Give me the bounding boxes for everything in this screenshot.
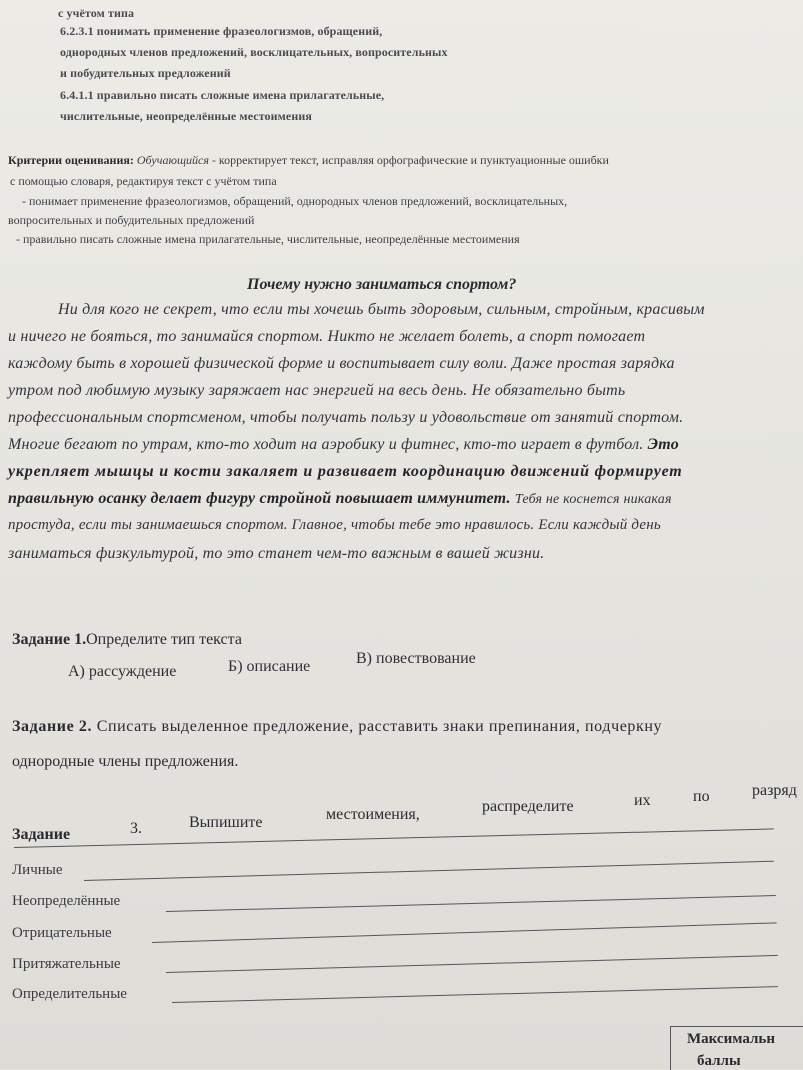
- category-negative: Отрицательные: [12, 925, 112, 941]
- max-score-header: Максимальн: [687, 1031, 775, 1047]
- criteria-line-3: - понимает применение фразеологизмов, обращений, однородных членов предложений, восклицательных,: [22, 194, 568, 208]
- text-line-9: простуда, если ты занимаешься спортом. Главное, чтобы тебе это нравилось. Если каждый день: [8, 517, 661, 533]
- task3-word-2: местоимения,: [326, 806, 420, 823]
- text-line-5: профессиональным спортсменом, чтобы получать пользу и удовольствие от занятий спортом.: [8, 409, 684, 426]
- answer-line-indefinite[interactable]: [166, 895, 776, 912]
- criteria-student: Обучающийся: [136, 153, 209, 167]
- text-line-3: каждому быть в хорошей физической форме и воспитывает силу воли. Даже простая зарядка: [8, 355, 675, 372]
- task3-word-6: разряд: [752, 782, 797, 799]
- score-table-corner: [670, 1026, 803, 1070]
- highlighted-sentence-line-1: укрепляет мышцы и кости закаляет и развивает координацию движений формирует: [8, 463, 683, 480]
- task1-label: Задание 1.: [12, 631, 87, 648]
- text-line-6-b: Это: [647, 436, 679, 453]
- task2-label: Задание 2.: [12, 718, 93, 735]
- task3-word-3: распределите: [482, 798, 574, 815]
- highlighted-sentence-line-2: правильную осанку делает фигуру стройной повышает иммунитет.: [8, 490, 511, 507]
- task2-line-2: однородные члены предложения.: [12, 753, 239, 770]
- score-header: баллы: [697, 1053, 741, 1069]
- answer-line-negative[interactable]: [152, 922, 777, 943]
- task1-option-c: В) повествование: [356, 650, 476, 667]
- criteria-line-4: вопросительных и побудительных предложений: [8, 213, 255, 227]
- answer-line-personal[interactable]: [84, 861, 774, 881]
- task3-word-5: по: [693, 788, 710, 805]
- answer-line-0: [14, 828, 774, 848]
- task3-word-4: их: [634, 792, 651, 809]
- objective-line-3: и побудительных предложений: [60, 66, 231, 80]
- text-line-6-a: Многие бегают по утрам, кто-то ходит на аэробику и фитнес, кто-то играет в футбол.: [8, 436, 644, 453]
- task2-text: Списать выделенное предложение, расставить знаки препинания, подчеркну: [96, 718, 663, 735]
- answer-line-determinative[interactable]: [172, 986, 778, 1003]
- text-line-8-b: Тебя не коснется никакая: [514, 492, 672, 507]
- objective-line-0: с учётом типа: [58, 6, 135, 20]
- text-title: Почему нужно заниматься спортом?: [247, 276, 517, 293]
- objective-line-2: однородных членов предложений, восклицательных, вопросительных: [60, 45, 448, 59]
- answer-line-possessive[interactable]: [166, 955, 778, 973]
- criteria-line-5: - правильно писать сложные имена прилагательные, числительные, неопределённые местоимения: [16, 232, 520, 246]
- text-line-8: [8, 490, 672, 508]
- category-indefinite: Неопределённые: [12, 893, 121, 909]
- category-possessive: Притяжательные: [12, 956, 121, 972]
- objective-line-5: числительные, неопределённые местоимения: [60, 109, 312, 123]
- task1-option-b: Б) описание: [228, 658, 311, 675]
- text-line-10: заниматься физкультурой, то это станет чем-то важным в вашей жизни.: [8, 545, 545, 562]
- task2-heading: [12, 718, 662, 736]
- criteria-line-2: с помощью словаря, редактируя текст с учётом типа: [10, 174, 277, 188]
- criteria-label: Критерии оценивания:: [8, 153, 134, 167]
- task3-label: Задание: [12, 826, 71, 843]
- task1-option-a: А) рассуждение: [68, 663, 177, 680]
- objective-line-1: 6.2.3.1 понимать применение фразеологизмов, обращений,: [60, 24, 383, 38]
- text-line-6: [8, 436, 679, 454]
- task1-heading: [12, 631, 242, 649]
- task3-number: 3.: [130, 820, 142, 837]
- text-line-4: утром под любимую музыку заряжает нас энергией на весь день. Не обязательно быть: [8, 382, 626, 399]
- task3-word-1: Выпишите: [189, 814, 263, 831]
- category-determinative: Определительные: [12, 986, 127, 1002]
- text-line-1: Ни для кого не секрет, что если ты хочешь быть здоровым, сильным, стройным, красивым: [58, 301, 705, 318]
- criteria-line-1-rest: - корректирует текст, исправляя орфографические и пунктуационные ошибки: [211, 153, 609, 167]
- objective-line-4: 6.4.1.1 правильно писать сложные имена прилагательные,: [60, 88, 385, 102]
- category-personal: Личные: [12, 862, 63, 878]
- criteria-line-1: [8, 153, 609, 168]
- task1-text: Определите тип текста: [86, 631, 242, 648]
- text-line-2: и ничего не бояться, то занимайся спортом. Никто не желает болеть, а спорт помогает: [8, 328, 646, 345]
